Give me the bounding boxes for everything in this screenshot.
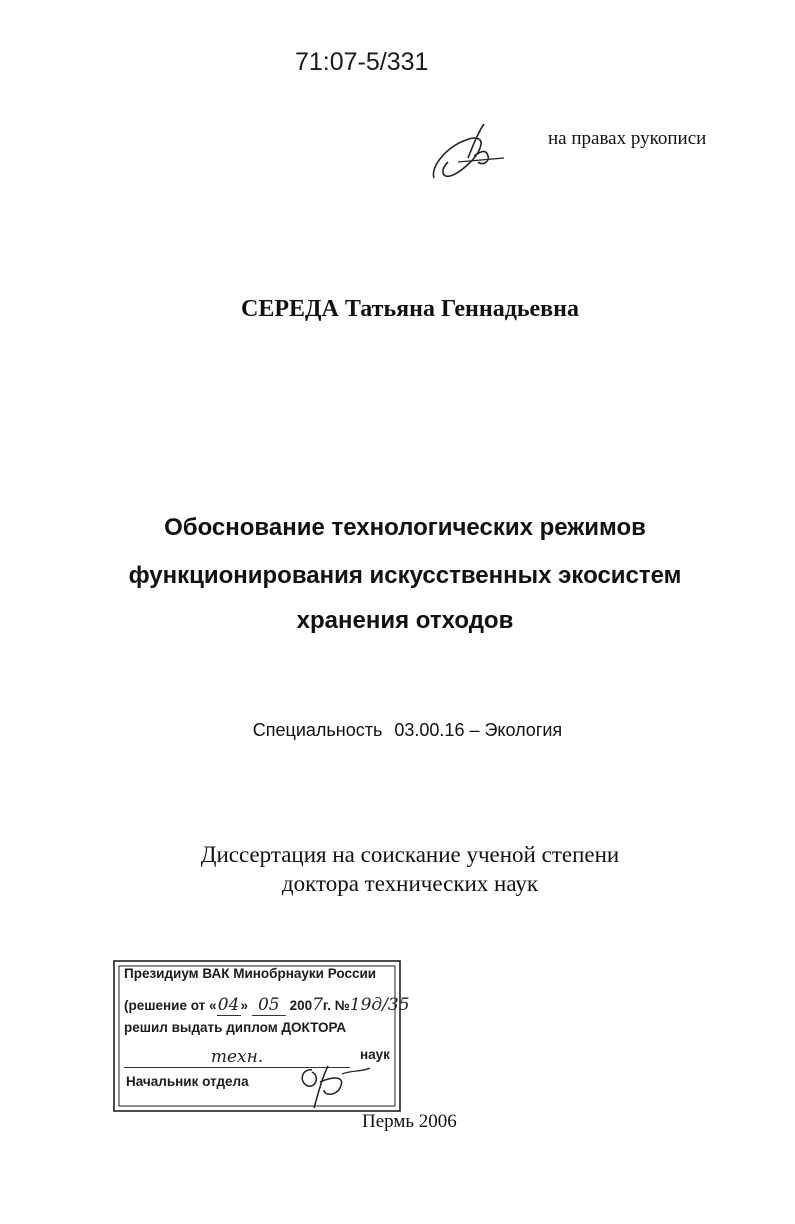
stamp-mid: » (240, 998, 249, 1013)
stamp-month: 05 (252, 995, 286, 1016)
stamp-number-prefix: г. № (322, 998, 350, 1013)
stamp-decision (124, 995, 410, 1016)
city-year: Пермь 2006 (362, 1111, 457, 1132)
thesis-title-line-3: хранения отходов (296, 607, 514, 634)
stamp-year-suffix: 7 (312, 995, 323, 1015)
specialty-value: 03.00.16 – Экология (394, 720, 563, 740)
degree-line-1: Диссертация на соискание ученой степени (200, 842, 620, 867)
stamp-year-prefix: 200 (289, 998, 313, 1013)
specialty (0, 720, 795, 741)
stamp-award: решил выдать диплом ДОКТОРА (124, 1020, 347, 1035)
stamp-day: 04 (217, 995, 240, 1015)
author-name: СЕРЕДА Татьяна Геннадьевна (241, 296, 579, 322)
catalog-number: 71:07-5/331 (295, 48, 429, 76)
specialty-label: Специальность (252, 720, 383, 740)
thesis-title-line-1: Обоснование технологических режимов (164, 514, 646, 541)
manuscript-note: на правах рукописи (548, 128, 707, 149)
stamp-field-handwritten: техн. (124, 1047, 350, 1068)
stamp-head-label: Начальник отдела (126, 1074, 249, 1089)
signature-mark (428, 118, 518, 188)
stamp-head (126, 1074, 249, 1089)
stamp-signature (294, 1062, 374, 1112)
degree-line-2: доктора технических наук (281, 871, 539, 896)
stamp-number: 19д/35 (349, 995, 410, 1015)
stamp-decision-prefix: (решение от « (124, 998, 217, 1013)
vak-stamp (112, 958, 410, 1116)
thesis-title-line-2: функционирования искусственных экосистем (128, 562, 682, 589)
stamp-unit: наук (360, 1047, 390, 1062)
stamp-issuer: Президиум ВАК Минобрнауки России (124, 966, 377, 981)
